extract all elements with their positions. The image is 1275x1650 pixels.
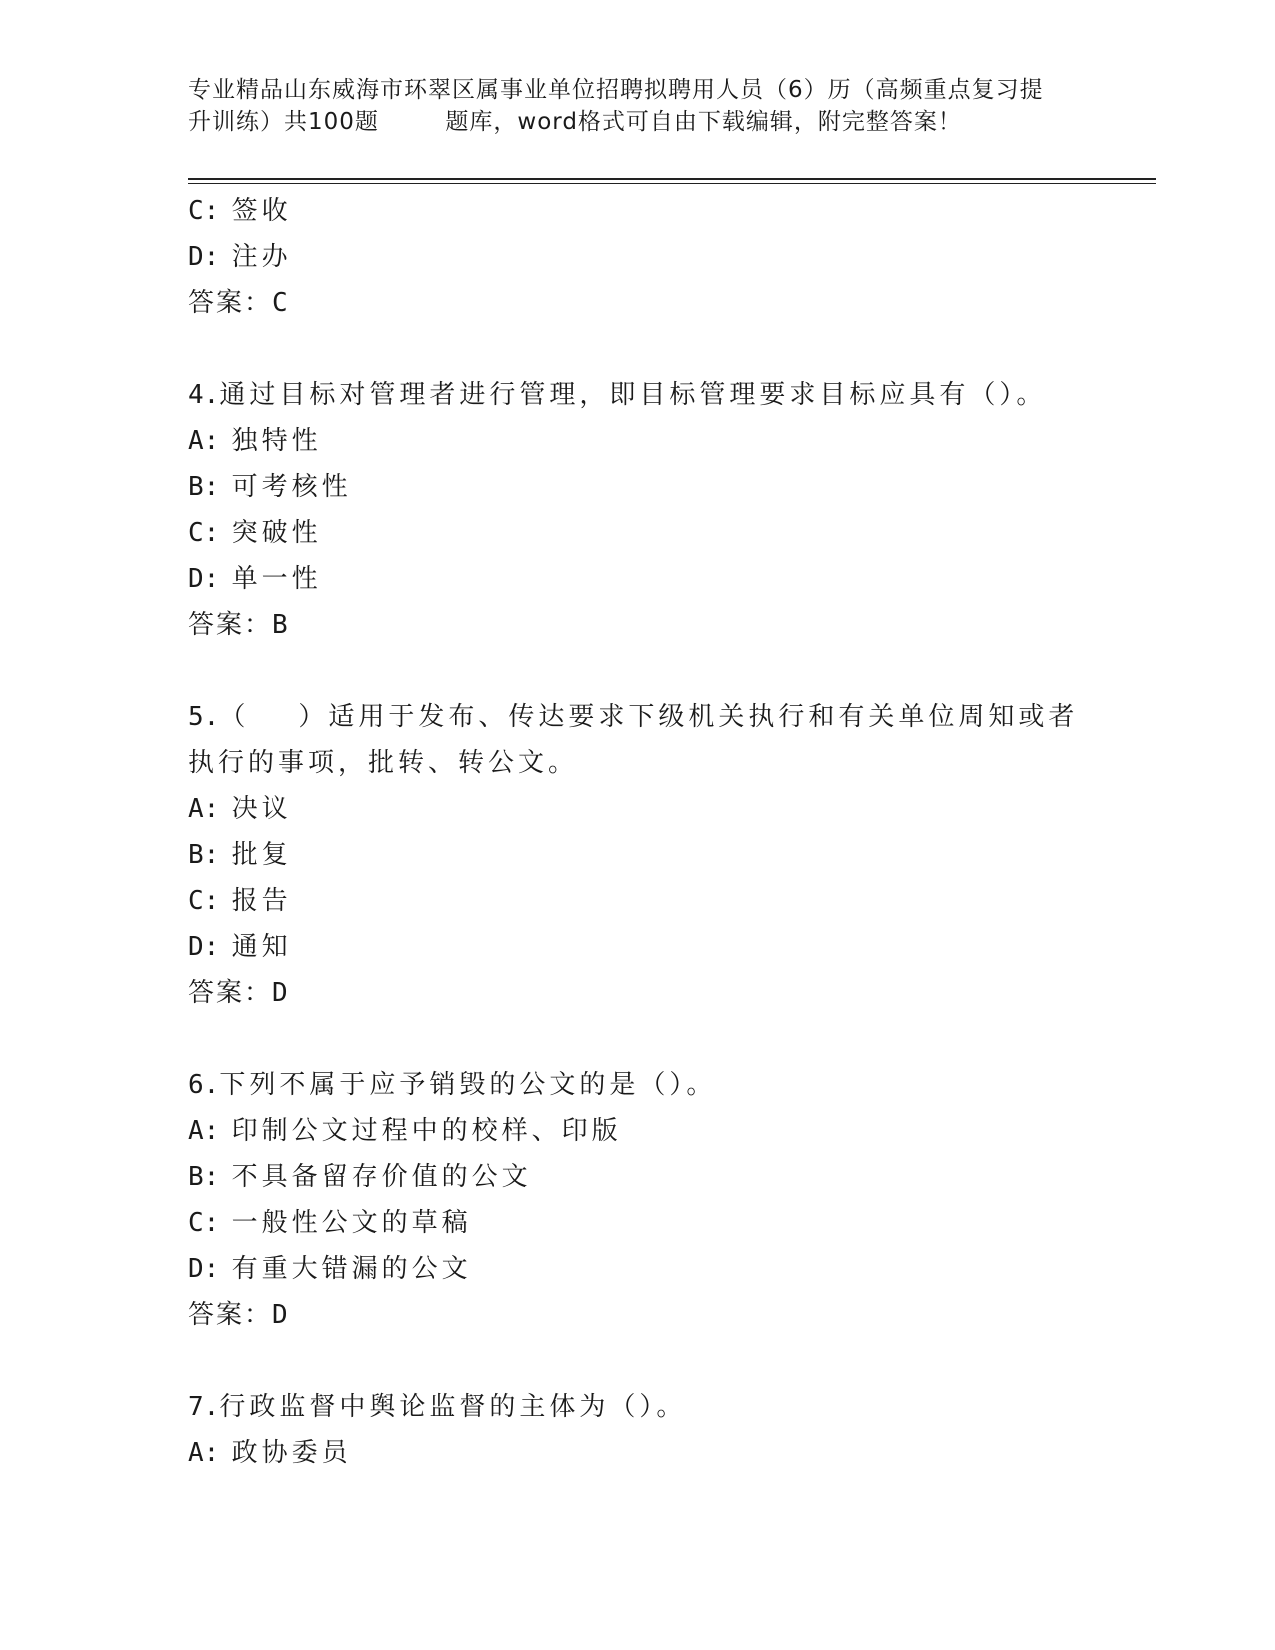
option [188, 418, 1088, 464]
answer-label: 答案： [188, 288, 273, 318]
option [188, 188, 1088, 234]
answer-label: 答案： [188, 978, 273, 1008]
option [188, 1154, 1088, 1200]
option [188, 510, 1088, 556]
option-letter: D: [188, 564, 220, 594]
answer-line [188, 602, 1088, 648]
answer-value: D [272, 1300, 290, 1330]
option-letter: A: [188, 426, 220, 456]
answer-value: B [272, 610, 290, 640]
question-block-7 [188, 1384, 1088, 1476]
question-text: 行政监督中舆论监督的主体为（）。 [219, 1392, 687, 1422]
question-block-prev [188, 188, 1088, 326]
question-number: 4. [188, 380, 220, 410]
answer-value: D [272, 978, 290, 1008]
option [188, 1108, 1088, 1154]
option-letter: D: [188, 1254, 220, 1284]
answer-label: 答案： [188, 610, 273, 640]
option [188, 878, 1088, 924]
question-block-6 [188, 1062, 1088, 1338]
option-text: 决议 [231, 794, 292, 824]
answer-line [188, 970, 1088, 1016]
question-text: （ ）适用于发布、传达要求下级机关执行和有关单位周知或者 [219, 702, 1079, 732]
question-stem [188, 1384, 1088, 1430]
document-header [188, 74, 1088, 138]
option-text: 单一性 [231, 564, 322, 594]
option [188, 1246, 1088, 1292]
option-letter: A: [188, 1116, 220, 1146]
header-divider-thick [188, 178, 1156, 180]
option-text: 签收 [231, 196, 292, 226]
option [188, 234, 1088, 280]
question-number: 5. [188, 702, 220, 732]
option-letter: C: [188, 518, 220, 548]
answer-line [188, 1292, 1088, 1338]
option [188, 556, 1088, 602]
option-text: 一般性公文的草稿 [231, 1208, 472, 1238]
option-text: 有重大错漏的公文 [231, 1254, 472, 1284]
option-letter: B: [188, 840, 220, 870]
option-letter: B: [188, 1162, 220, 1192]
option-text: 印制公文过程中的校样、印版 [231, 1116, 622, 1146]
option-letter: A: [188, 794, 220, 824]
answer-value: C [272, 288, 290, 318]
question-text: 执行的事项，批转、转公文。 [188, 748, 579, 778]
question-stem [188, 1062, 1088, 1108]
question-text: 下列不属于应予销毁的公文的是（）。 [219, 1070, 717, 1100]
option-letter: C: [188, 886, 220, 916]
header-line-1: 专业精品山东威海市环翠区属事业单位招聘拟聘用人员（6）历（高频重点复习提 [188, 77, 1044, 103]
option-letter: A: [188, 1438, 220, 1468]
option [188, 1200, 1088, 1246]
answer-label: 答案： [188, 1300, 273, 1330]
option-letter: B: [188, 472, 220, 502]
option-letter: C: [188, 196, 220, 226]
option-letter: D: [188, 242, 220, 272]
option-text: 可考核性 [231, 472, 352, 502]
option-text: 突破性 [231, 518, 322, 548]
option [188, 924, 1088, 970]
header-divider-thin [188, 183, 1156, 184]
option [188, 464, 1088, 510]
question-stem-continued [188, 740, 1088, 786]
question-list [188, 188, 1088, 1476]
question-text: 通过目标对管理者进行管理，即目标管理要求目标应具有（）。 [219, 380, 1047, 410]
question-number: 6. [188, 1070, 220, 1100]
answer-line [188, 280, 1088, 326]
question-stem [188, 372, 1088, 418]
header-line-2: 升训练）共100题 题库，word格式可自由下载编辑，附完整答案！ [188, 109, 962, 135]
question-number: 7. [188, 1392, 220, 1422]
option-text: 批复 [231, 840, 292, 870]
question-block-5 [188, 694, 1088, 1016]
question-block-4 [188, 372, 1088, 648]
option-text: 注办 [231, 242, 292, 272]
option-letter: D: [188, 932, 220, 962]
question-stem [188, 694, 1088, 740]
option [188, 786, 1088, 832]
option [188, 832, 1088, 878]
option-text: 不具备留存价值的公文 [231, 1162, 532, 1192]
option-text: 通知 [231, 932, 292, 962]
option-text: 独特性 [231, 426, 322, 456]
option-text: 政协委员 [231, 1438, 352, 1468]
option [188, 1430, 1088, 1476]
option-text: 报告 [231, 886, 292, 916]
option-letter: C: [188, 1208, 220, 1238]
